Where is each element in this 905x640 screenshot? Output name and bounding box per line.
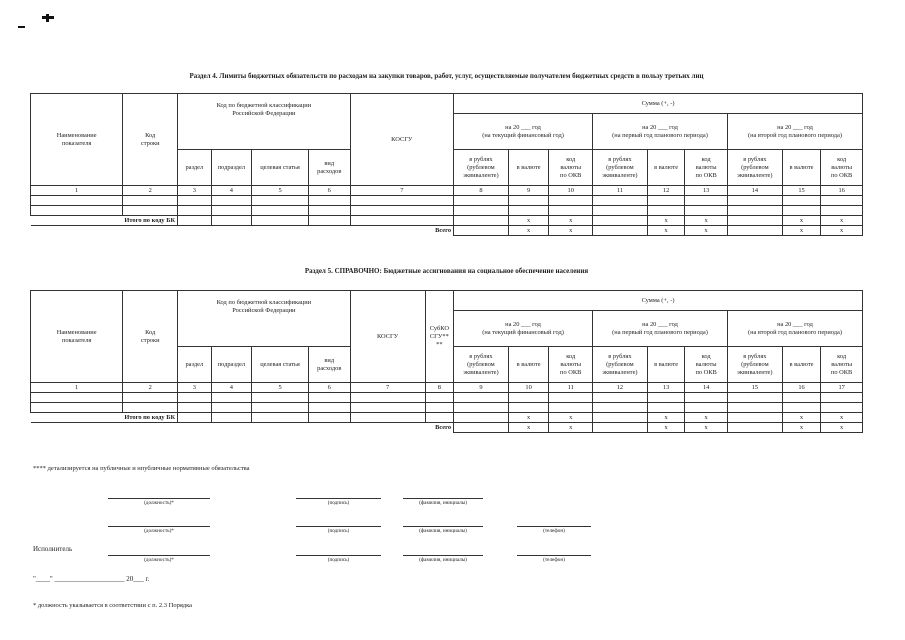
signature-line (296, 555, 381, 556)
signature-line (108, 498, 210, 499)
col-number: 12 (647, 186, 685, 196)
signature-caption: (подпись) (327, 528, 350, 534)
table-row (31, 403, 863, 413)
x-mark: х (782, 413, 821, 423)
signature-line (517, 526, 591, 527)
signature-line (108, 555, 210, 556)
signature-caption: (подпись) (327, 500, 350, 506)
col-val: в валюте (782, 347, 821, 383)
x-mark: х (647, 423, 685, 433)
col-number: 11 (593, 186, 648, 196)
col-number: 8 (425, 383, 453, 393)
col-number: 2 (123, 383, 178, 393)
year2-header: на 20 ___ год (на первый год планового периода) (593, 311, 728, 347)
signature-line (296, 526, 381, 527)
col-rub: в рублях (рублевом эквиваленте) (727, 347, 782, 383)
col-name-header: Наименование показателя (31, 94, 123, 186)
col-sum-header: Сумма (+, -) (454, 291, 863, 311)
year2-header: на 20 ___ год (на первый год планового периода) (593, 114, 728, 150)
col-number: 15 (727, 383, 782, 393)
col-kosgu-header: КОСГУ (350, 94, 453, 186)
phone-caption: (телефон) (543, 528, 565, 534)
x-mark: х (508, 423, 549, 433)
col-number: 10 (549, 186, 593, 196)
x-mark: х (549, 413, 593, 423)
col-sum-header: Сумма (+, -) (454, 94, 863, 114)
col-number: 12 (593, 383, 648, 393)
col-val: в валюте (647, 347, 685, 383)
signature-line (403, 555, 483, 556)
col-okv: код валюты по ОКВ (685, 150, 728, 186)
phone-caption: (телефон) (543, 557, 565, 563)
col-rub: в рублях (рублевом эквиваленте) (454, 347, 509, 383)
position-caption: (должность)* (144, 557, 174, 563)
x-mark: х (821, 423, 863, 433)
executor-label: Исполнитель (33, 545, 73, 553)
signature-line (403, 498, 483, 499)
col-okv: код валюты по ОКВ (549, 150, 593, 186)
x-mark: х (782, 216, 821, 226)
x-mark: х (821, 226, 863, 236)
col-razdel: раздел (178, 150, 211, 186)
x-mark: х (821, 413, 863, 423)
x-mark: х (782, 226, 821, 236)
footnote-position: * должность указывается в соответствии с п. 2.3 Порядка (33, 602, 193, 609)
signature-line (108, 526, 210, 527)
col-bk-header: Код по бюджетной классификации Российской Федерации (178, 94, 350, 150)
col-number: 16 (821, 186, 863, 196)
col-number: 10 (508, 383, 549, 393)
col-statya: целевая статья (252, 150, 309, 186)
col-okv: код валюты по ОКВ (821, 347, 863, 383)
col-number: 9 (508, 186, 549, 196)
col-val: в валюте (647, 150, 685, 186)
x-mark: х (647, 413, 685, 423)
col-podrazdel: подраздел (211, 347, 252, 383)
col-number: 9 (454, 383, 509, 393)
name-caption: (фамилия, инициалы) (419, 557, 467, 563)
col-bk-header: Код по бюджетной классификации Российской Федерации (178, 291, 350, 347)
col-number: 4 (211, 186, 252, 196)
col-kosgu-header: КОСГУ (350, 291, 425, 383)
x-mark: х (647, 226, 685, 236)
footnote-detail: **** детализируется на публичные и нпубличные нормативные обязательства (33, 465, 250, 472)
table-row (31, 196, 863, 206)
col-number: 2 (123, 186, 178, 196)
scan-mark (46, 14, 49, 22)
signature-line (296, 498, 381, 499)
col-number: 3 (178, 383, 211, 393)
col-number: 13 (685, 186, 728, 196)
col-rub: в рублях (рублевом эквиваленте) (593, 150, 648, 186)
col-subkosgu-header: СубКО СГУ** ** (425, 291, 453, 383)
col-val: в валюте (508, 150, 549, 186)
col-rub: в рублях (рублевом эквиваленте) (454, 150, 509, 186)
table-row (31, 206, 863, 216)
signature-line (403, 526, 483, 527)
total-bk-row (31, 216, 863, 226)
total-all-row (31, 226, 863, 236)
signature-line (517, 555, 591, 556)
position-caption: (должность)* (144, 500, 174, 506)
col-number: 16 (782, 383, 821, 393)
col-podrazdel: подраздел (211, 150, 252, 186)
col-number: 14 (727, 186, 782, 196)
x-mark: х (549, 216, 593, 226)
col-number: 8 (454, 186, 509, 196)
x-mark: х (508, 226, 549, 236)
col-number: 7 (350, 186, 453, 196)
col-number: 3 (178, 186, 211, 196)
x-mark: х (549, 226, 593, 236)
col-val: в валюте (508, 347, 549, 383)
col-code-header: Код строки (123, 291, 178, 383)
signature-caption: (подпись) (327, 557, 350, 563)
col-number: 13 (647, 383, 685, 393)
col-rub: в рублях (рублевом эквиваленте) (727, 150, 782, 186)
year1-header: на 20 ___ год (на текущий финансовый год) (454, 114, 593, 150)
year3-header: на 20 ___ год (на второй год планового периода) (727, 114, 862, 150)
col-number: 14 (685, 383, 728, 393)
x-mark: х (782, 423, 821, 433)
total-bk-label: Итого по коду БК (31, 216, 178, 226)
col-statya: целевая статья (252, 347, 309, 383)
col-vid: вид расходов (308, 347, 350, 383)
position-caption: (должность)* (144, 528, 174, 534)
year1-header: на 20 ___ год (на текущий финансовый год) (454, 311, 593, 347)
x-mark: х (685, 413, 728, 423)
section5-title: Раздел 5. СПРАВОЧНО: Бюджетные ассигнования на социальное обеспечение населения (304, 267, 589, 275)
col-name-header: Наименование показателя (31, 291, 123, 383)
col-code-header: Код строки (123, 94, 178, 186)
col-number: 6 (308, 186, 350, 196)
x-mark: х (647, 216, 685, 226)
col-number: 5 (252, 383, 309, 393)
col-okv: код валюты по ОКВ (549, 347, 593, 383)
total-bk-row (31, 413, 863, 423)
x-mark: х (685, 423, 728, 433)
col-razdel: раздел (178, 347, 211, 383)
x-mark: х (508, 216, 549, 226)
col-number: 4 (211, 383, 252, 393)
col-val: в валюте (782, 150, 821, 186)
col-number: 1 (31, 383, 123, 393)
col-rub: в рублях (рублевом эквиваленте) (593, 347, 648, 383)
x-mark: х (685, 216, 728, 226)
table-row (31, 393, 863, 403)
x-mark: х (821, 216, 863, 226)
x-mark: х (508, 413, 549, 423)
x-mark: х (549, 423, 593, 433)
total-all-row (31, 423, 863, 433)
section5-table (30, 290, 863, 433)
col-number: 7 (350, 383, 425, 393)
col-number: 6 (308, 383, 350, 393)
year3-header: на 20 ___ год (на второй год планового периода) (727, 311, 862, 347)
col-number: 11 (549, 383, 593, 393)
col-okv: код валюты по ОКВ (685, 347, 728, 383)
col-number: 15 (782, 186, 821, 196)
col-vid: вид расходов (308, 150, 350, 186)
col-okv: код валюты по ОКВ (821, 150, 863, 186)
date-line: "____" ____________________ 20___ г. (33, 575, 150, 583)
col-number: 17 (821, 383, 863, 393)
col-number: 5 (252, 186, 309, 196)
name-caption: (фамилия, инициалы) (419, 500, 467, 506)
col-number: 1 (31, 186, 123, 196)
section4-table (30, 93, 863, 236)
section4-title: Раздел 4. Лимиты бюджетных обязательств по расходам на закупки товаров, работ, услуг, осуществляемые получателем бюджетных средств в пользу третьих лиц (189, 72, 704, 80)
x-mark: х (685, 226, 728, 236)
total-all-label: Всего (31, 226, 454, 236)
scan-mark (18, 26, 25, 28)
total-all-label: Всего (31, 423, 454, 433)
name-caption: (фамилия, инициалы) (419, 528, 467, 534)
total-bk-label: Итого по коду БК (31, 413, 178, 423)
